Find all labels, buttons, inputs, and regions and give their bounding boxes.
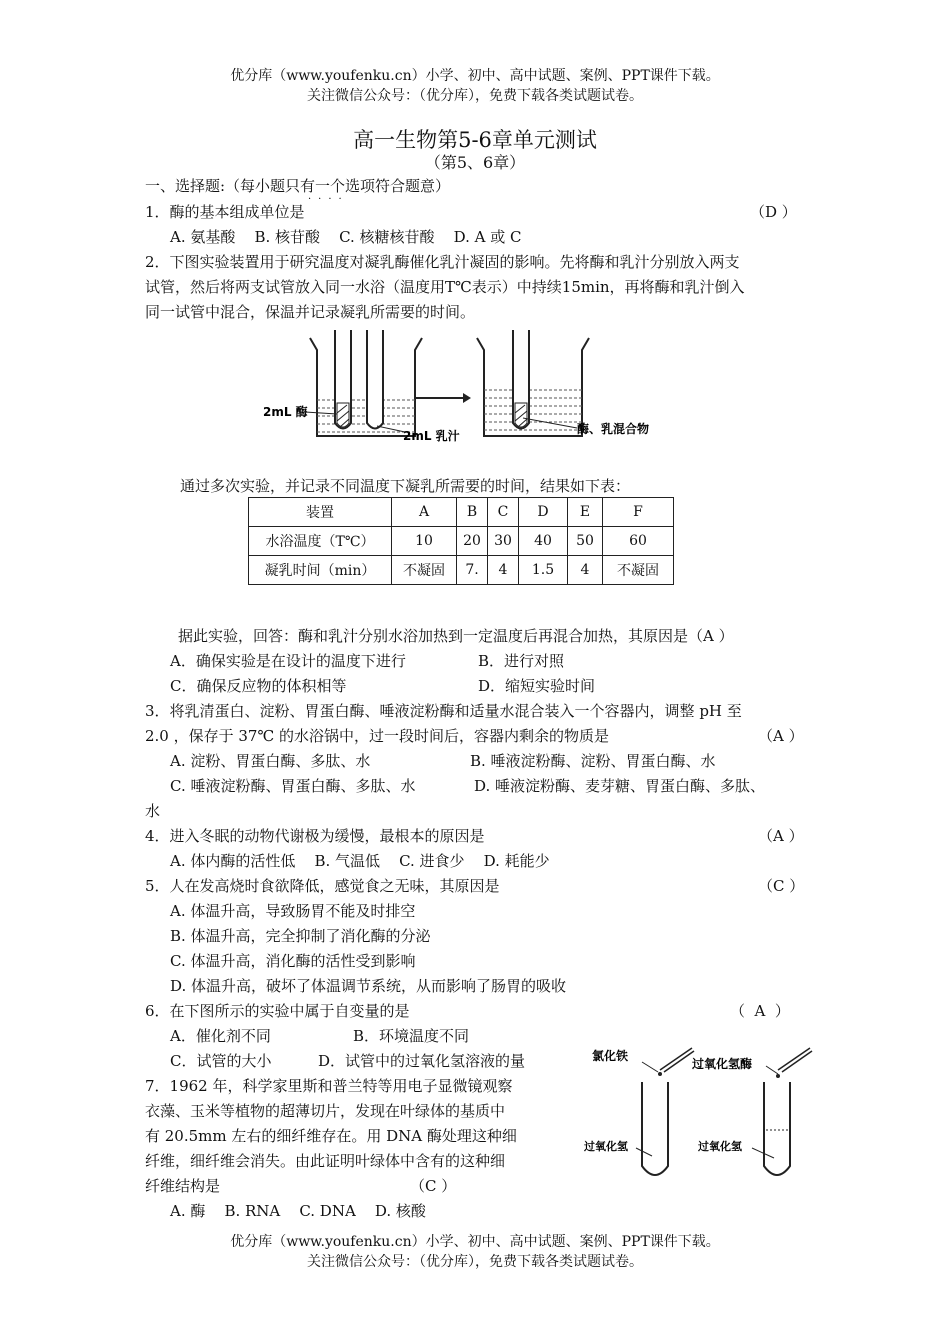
q3-stem-1: 3．将乳清蛋白、淀粉、胃蛋白酶、唾液淀粉酶和适量水混合装入一个容器内，调整 pH 至	[145, 702, 742, 720]
q1-options: A. 氨基酸 B. 核苷酸 C. 核糖核苷酸 D. A 或 C	[170, 228, 522, 246]
q1-stem: 1．酶的基本组成单位是	[145, 203, 305, 221]
table-cell: 60	[603, 527, 674, 556]
dropper-right	[778, 1048, 810, 1070]
q2-data-table	[248, 497, 674, 585]
table-cell: 水浴温度（T℃）	[249, 527, 392, 556]
table-cell: 装置	[249, 498, 392, 527]
q5-option-d: D. 体温升高，破坏了体温调节系统，从而影响了肠胃的吸收	[170, 977, 567, 995]
q7-line-1: 7．1962 年，科学家里斯和普兰特等用电子显微镜观察	[145, 1077, 513, 1095]
label-h2o2-right: 过氧化氢	[698, 1140, 742, 1153]
q3-stem-2: 2.0 ，保存于 37℃ 的水浴锅中，过一段时间后，容器内剩余的物质是	[145, 727, 610, 745]
q3-option-c: C. 唾液淀粉酶、胃蛋白酶、多肽、水	[170, 777, 416, 795]
q1-answer: （D ）	[750, 203, 797, 221]
q6-stem: 6．在下图所示的实验中属于自变量的是	[145, 1002, 410, 1020]
q3-option-a: A. 淀粉、胃蛋白酶、多肽、水	[170, 752, 371, 770]
q7-options: A. 酶 B. RNA C. DNA D. 核酸	[170, 1202, 426, 1220]
emphasis-dots: ····	[308, 194, 349, 205]
beaker-right	[477, 338, 589, 436]
label-enzyme: 2mL 酶	[263, 405, 308, 419]
q7-line-5: 纤维结构是	[145, 1177, 221, 1195]
q2-option-d: D．缩短实验时间	[478, 677, 596, 695]
q4-answer: （A ）	[758, 827, 804, 845]
q2-stem-3: 同一试管中混合，保温并记录凝乳所需要的时间。	[145, 303, 476, 321]
footer-line-1: 优分库（www.youfenku.cn）小学、初中、高中试题、案例、PPT课件下载。	[230, 1234, 720, 1250]
q7-line-2: 衣藻、玉米等植物的超薄切片，发现在叶绿体的基质中	[145, 1102, 506, 1120]
q3-option-d-cont: 水	[145, 802, 161, 820]
water-right	[484, 390, 582, 430]
table-cell: 40	[519, 527, 568, 556]
table-row	[249, 556, 674, 585]
q5-option-a: A. 体温升高，导致肠胃不能及时排空	[170, 902, 416, 920]
q6-answer: （ A ）	[730, 1002, 790, 1020]
tube-milk	[367, 330, 383, 429]
q7-line-4: 纤维，细纤维会消失。由此证明叶绿体中含有的这种细	[145, 1152, 506, 1170]
table-cell: E	[568, 498, 603, 527]
label-mixture: 酶、乳混合物	[577, 422, 650, 436]
q6-option-c: C．试管的大小	[170, 1052, 272, 1070]
q7-line-3: 有 20.5mm 左右的细纤维存在。用 DNA 酶处理这种细	[145, 1127, 517, 1145]
q2-stem-2: 试管，然后将两支试管放入同一水浴（温度用T℃表示）中持续15min，再将酶和乳汁倒入	[145, 278, 745, 296]
q2-option-c: C．确保反应物的体积相等	[170, 677, 347, 695]
q6-option-d: D．试管中的过氧化氢溶液的量	[318, 1052, 526, 1070]
table-row	[249, 498, 674, 527]
table-cell: 20	[457, 527, 488, 556]
dropper-left	[660, 1048, 692, 1070]
table-cell: C	[488, 498, 519, 527]
label-catalase: 过氧化氢酶	[692, 1057, 753, 1071]
q7-answer: （C ）	[410, 1177, 457, 1195]
page-subtitle: （第5、6章）	[424, 153, 526, 172]
q4-options: A. 体内酶的活性低 B. 气温低 C. 进食少 D. 耗能少	[170, 852, 550, 870]
q5-option-b: B. 体温升高，完全抑制了消化酶的分泌	[170, 927, 431, 945]
table-cell: 7.	[457, 556, 488, 585]
q2-table-intro: 通过多次实验，并记录不同温度下凝乳所需要的时间，结果如下表：	[180, 477, 631, 495]
label-h2o2-left: 过氧化氢	[584, 1140, 628, 1153]
q5-stem: 5．人在发高烧时食欲降低，感觉食之无味，其原因是	[145, 877, 500, 895]
label-fecl3: 氯化铁	[592, 1049, 629, 1063]
table-cell: 30	[488, 527, 519, 556]
q3-option-d: D. 唾液淀粉酶、麦芽糖、胃蛋白酶、多肽、	[474, 777, 766, 795]
table-cell: A	[392, 498, 457, 527]
table-cell: 不凝固	[603, 556, 674, 585]
q6-test-tube-figure	[580, 1038, 825, 1188]
tube-left	[642, 1082, 668, 1175]
q5-option-c: C. 体温升高，消化酶的活性受到影响	[170, 952, 416, 970]
q3-answer: （A ）	[758, 727, 804, 745]
page-title: 高一生物第5-6章单元测试	[353, 128, 597, 152]
header-line-2: 关注微信公众号：（优分库），免费下载各类试题试卷。	[307, 88, 643, 104]
table-row	[249, 527, 674, 556]
q6-option-b: B．环境温度不同	[353, 1027, 470, 1045]
q2-experiment-figure	[255, 328, 675, 448]
label-milk: 2mL 乳汁	[403, 429, 460, 443]
table-cell: D	[519, 498, 568, 527]
table-cell: 凝乳时间（min）	[249, 556, 392, 585]
table-cell: 10	[392, 527, 457, 556]
table-cell: 不凝固	[392, 556, 457, 585]
table-cell: 4	[488, 556, 519, 585]
q5-answer: （C ）	[758, 877, 805, 895]
table-cell: 4	[568, 556, 603, 585]
table-cell: 50	[568, 527, 603, 556]
table-cell: 1.5	[519, 556, 568, 585]
table-cell: B	[457, 498, 488, 527]
header-line-1: 优分库（www.youfenku.cn）小学、初中、高中试题、案例、PPT课件下载。	[230, 68, 720, 84]
q2-option-b: B．进行对照	[478, 652, 565, 670]
section-heading: 一、选择题:（每小题只有一个选项符合题意）	[145, 177, 451, 195]
q2-question: 据此实验，回答：酶和乳汁分别水浴加热到一定温度后再混合加热，其原因是（A ）	[178, 627, 734, 645]
tube-right	[764, 1082, 790, 1175]
q2-stem-1: 2．下图实验装置用于研究温度对凝乳酶催化乳汁凝固的影响。先将酶和乳汁分别放入两支	[145, 253, 740, 271]
q6-option-a: A．催化剂不同	[170, 1027, 271, 1045]
q4-stem: 4．进入冬眠的动物代谢极为缓慢，最根本的原因是	[145, 827, 485, 845]
footer-line-2: 关注微信公众号：（优分库），免费下载各类试题试卷。	[307, 1254, 643, 1270]
q3-option-b: B. 唾液淀粉酶、淀粉、胃蛋白酶、水	[470, 752, 716, 770]
q2-option-a: A．确保实验是在设计的温度下进行	[170, 652, 406, 670]
table-cell: F	[603, 498, 674, 527]
